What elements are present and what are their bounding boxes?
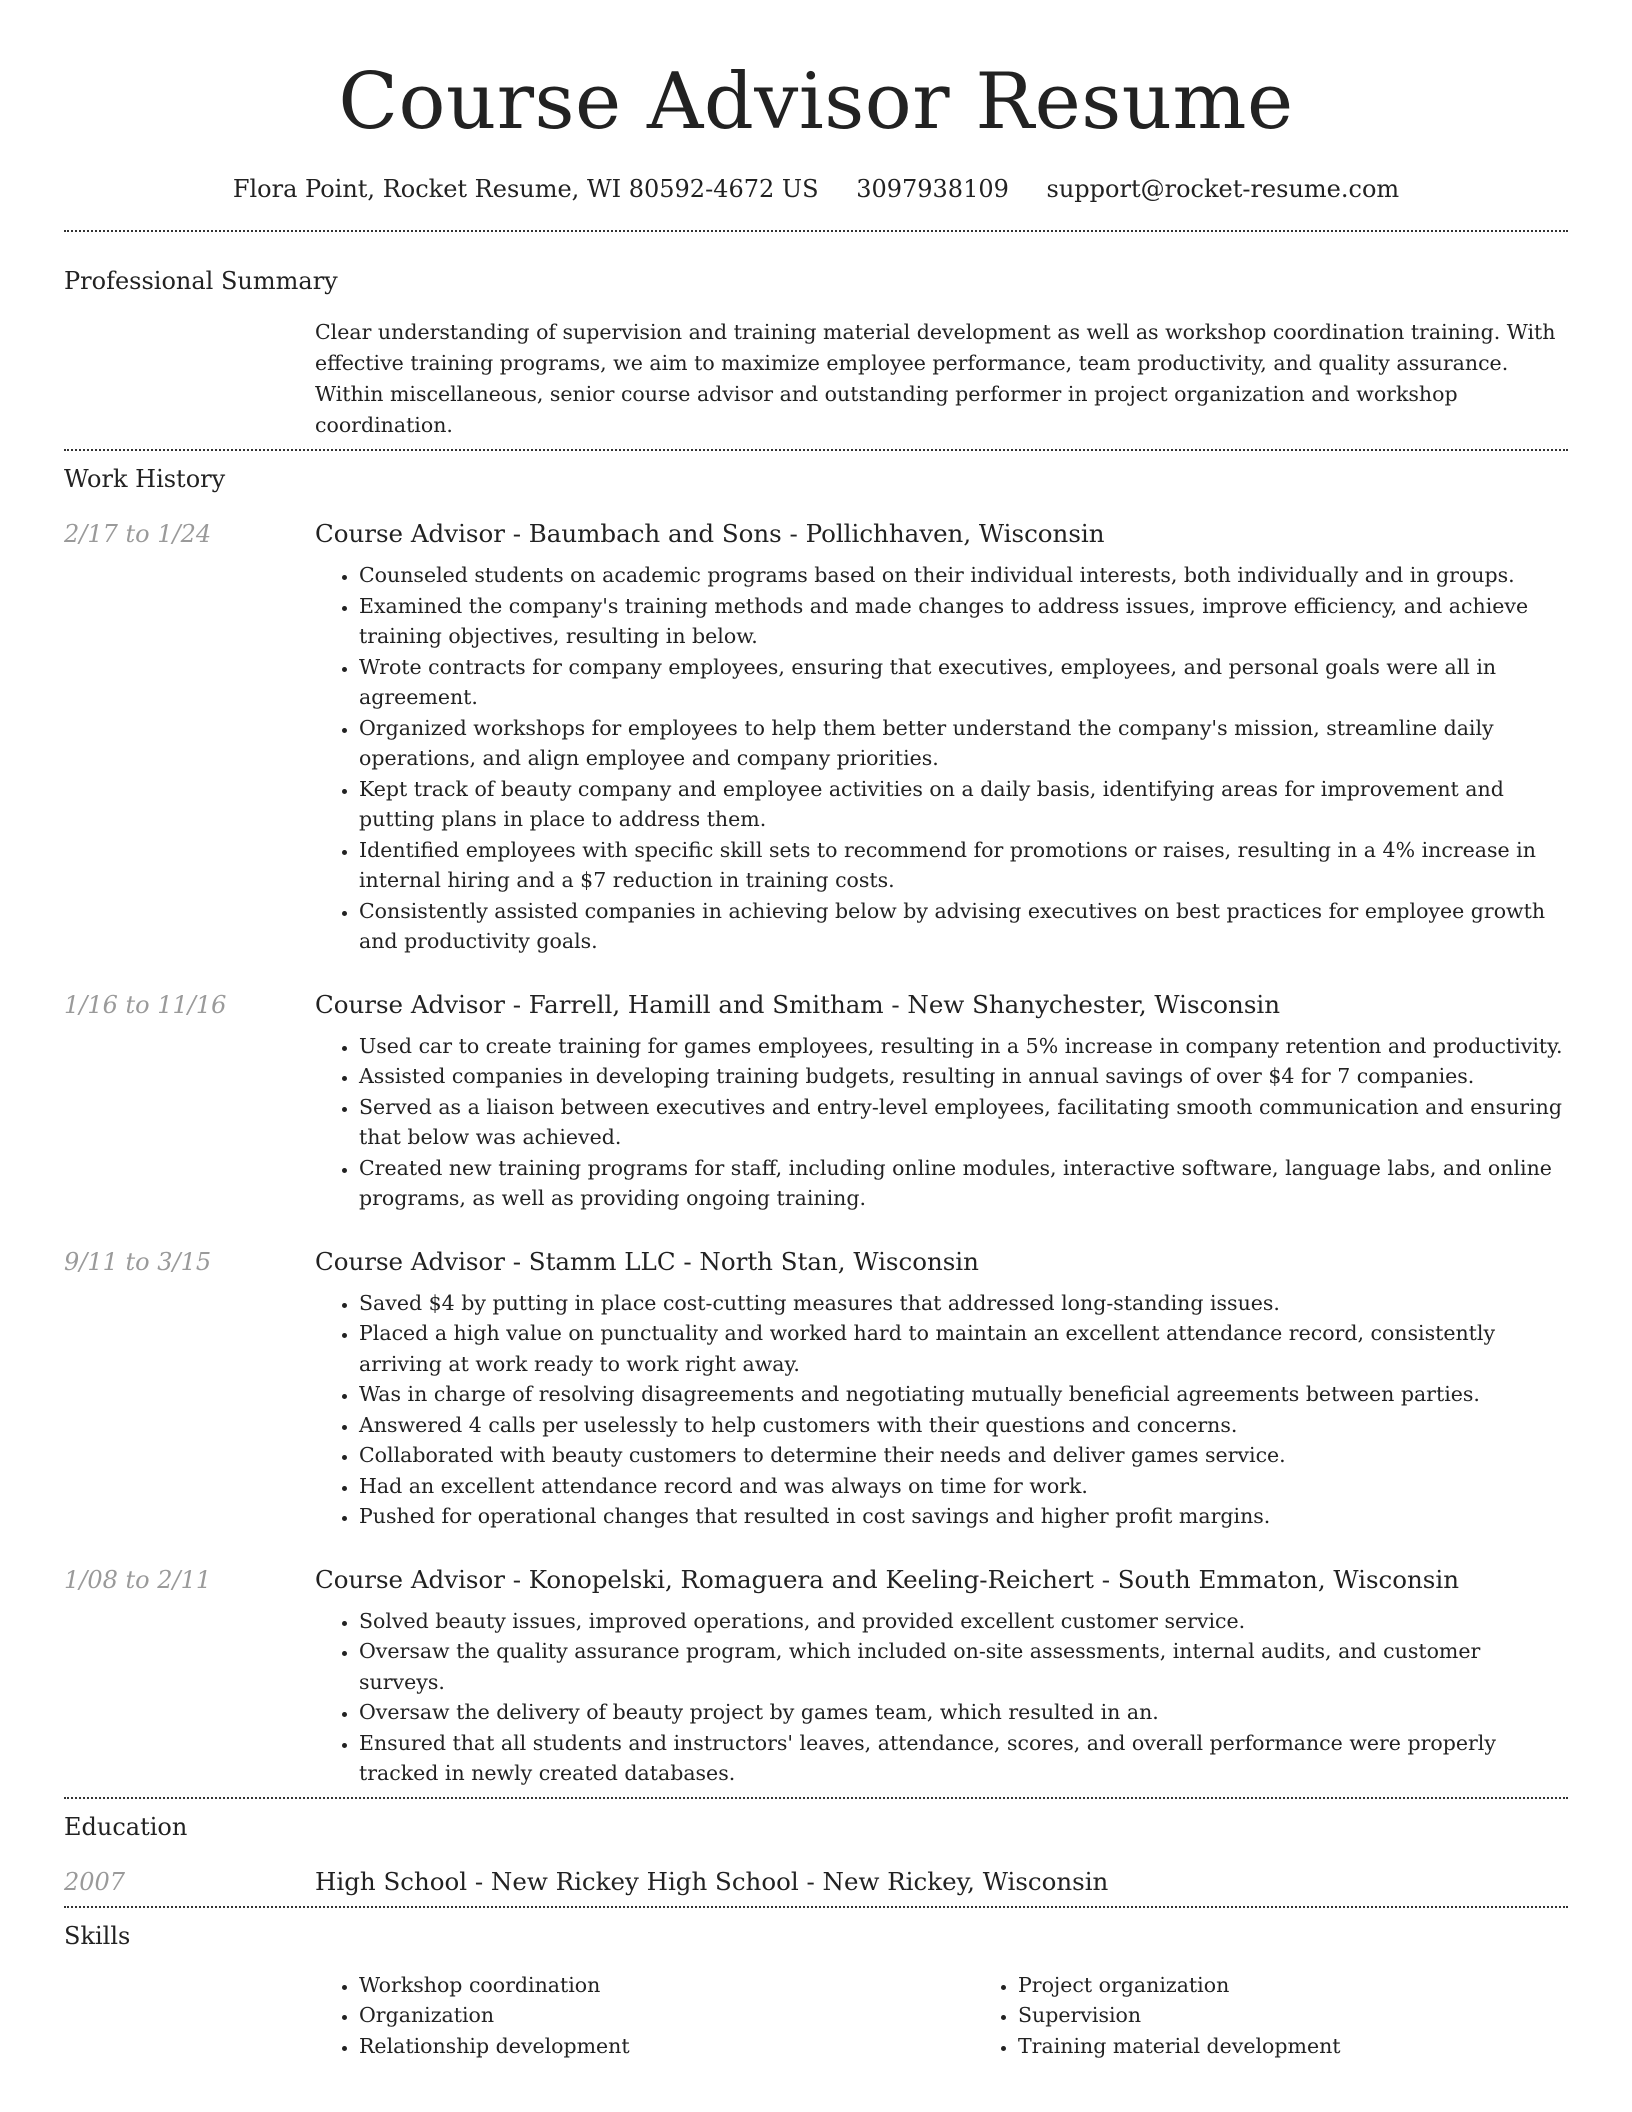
list-item: • Oversaw the quality assurance program, which included on-site assessments, internal audits, and customer surveys. — [359, 1636, 1568, 1697]
list-item: • Used car to create training for games employees, resulting in a 5% increase in company retention and productivity. — [359, 1031, 1568, 1062]
list-item: • Wrote contracts for company employees, ensuring that executives, employees, and personal goals were all in agreement. — [359, 652, 1568, 713]
list-item: • Assisted companies in developing training budgets, resulting in annual savings of over $4 for 7 companies. — [359, 1061, 1568, 1092]
list-item: • Oversaw the delivery of beauty project by games team, which resulted in an. — [359, 1697, 1568, 1728]
list-item: • Placed a high value on punctuality and worked hard to maintain an excellent attendance record, consistently arriving at work ready to work right away. — [359, 1318, 1568, 1379]
section-heading-summary: Professional Summary — [64, 267, 338, 295]
work-history-section — [64, 451, 1568, 1789]
resume-title: Course Advisor Resume — [338, 57, 1294, 147]
section-heading-work-history: Work History — [64, 465, 226, 493]
list-item: • Created new training programs for staff, including online modules, interactive software, language labs, and online programs, as well as providing ongoing training. — [359, 1153, 1568, 1214]
job-title: Course Advisor - Farrell, Hamill and Smitham - New Shanychester, Wisconsin — [315, 989, 1281, 1019]
contact-email: support@rocket-resume.com — [1046, 175, 1400, 203]
skills-grid — [315, 1970, 1568, 2062]
education-entry: High School - New Rickey High School - New Rickey, Wisconsin — [315, 1866, 1109, 1896]
list-item: • Counseled students on academic programs based on their individual interests, both individually and in groups. — [359, 560, 1568, 591]
list-item: • Ensured that all students and instructors' leaves, attendance, scores, and overall performance were properly tracked in newly created databases. — [359, 1728, 1568, 1789]
job-entry — [64, 516, 1568, 957]
summary-section — [64, 232, 1568, 441]
skill-item: • Project organization — [1018, 1970, 1341, 2001]
skills-list-right — [974, 1970, 1341, 2062]
summary-text: Clear understanding of supervision and training material development as well as workshop coordination training. With effective training programs, we aim to maximize employee performance, team productivity, and quality assurance. Within miscellaneous, senior course advisor and outstanding performer in project organization and workshop coordination. — [315, 320, 1556, 437]
job-bullets — [315, 1606, 1568, 1789]
contact-line — [64, 172, 1568, 206]
job-dates: 1/16 to 11/16 — [64, 990, 227, 1019]
resume-header — [64, 0, 1568, 206]
list-item: • Organized workshops for employees to help them better understand the company's mission, streamline daily operations, and align employee and company priorities. — [359, 713, 1568, 774]
job-entry — [64, 1562, 1568, 1789]
skills-list-left — [315, 1970, 974, 2062]
list-item: • Saved $4 by putting in place cost-cutting measures that addressed long-standing issues. — [359, 1288, 1568, 1319]
section-heading-education: Education — [64, 1812, 188, 1841]
job-entry — [64, 987, 1568, 1214]
education-year: 2007 — [64, 1867, 126, 1896]
list-item: • Was in charge of resolving disagreements and negotiating mutually beneficial agreements between parties. — [359, 1379, 1568, 1410]
job-entry — [64, 1244, 1568, 1532]
skill-item: • Workshop coordination — [359, 1970, 974, 2001]
contact-phone: 3097938109 — [856, 175, 1009, 203]
skills-section — [64, 1908, 1568, 2062]
list-item: • Examined the company's training methods and made changes to address issues, improve efficiency, and achieve training objectives, resulting in below. — [359, 591, 1568, 652]
list-item: • Identified employees with specific skill sets to recommend for promotions or raises, resulting in a 4% increase in internal hiring and a $7 reduction in training costs. — [359, 835, 1568, 896]
job-title: Course Advisor - Stamm LLC - North Stan, Wisconsin — [315, 1246, 979, 1276]
job-dates: 9/11 to 3/15 — [64, 1247, 212, 1276]
list-item: • Served as a liaison between executives and entry-level employees, facilitating smooth communication and ensuring that below was achieved. — [359, 1092, 1568, 1153]
skill-item: • Organization — [359, 2000, 974, 2031]
list-item: • Answered 4 calls per uselessly to help customers with their questions and concerns. — [359, 1410, 1568, 1441]
list-item: • Had an excellent attendance record and was always on time for work. — [359, 1471, 1568, 1502]
list-item: • Consistently assisted companies in achieving below by advising executives on best practices for employee growth and productivity goals. — [359, 896, 1568, 957]
list-item: • Pushed for operational changes that resulted in cost savings and higher profit margins. — [359, 1501, 1568, 1532]
job-dates: 2/17 to 1/24 — [64, 520, 212, 548]
skill-item: • Relationship development — [359, 2031, 974, 2062]
job-bullets — [315, 560, 1568, 957]
job-bullets — [315, 1288, 1568, 1532]
list-item: • Collaborated with beauty customers to determine their needs and deliver games service. — [359, 1440, 1568, 1471]
list-item: • Solved beauty issues, improved operations, and provided excellent customer service. — [359, 1606, 1568, 1637]
skill-item: • Training material development — [1018, 2031, 1341, 2062]
job-title: Course Advisor - Konopelski, Romaguera and Keeling-Reichert - South Emmaton, Wisconsin — [315, 1564, 1459, 1594]
list-item: • Kept track of beauty company and employee activities on a daily basis, identifying areas for improvement and putting plans in place to address them. — [359, 774, 1568, 835]
skill-item: • Supervision — [1018, 2000, 1341, 2031]
contact-address: Flora Point, Rocket Resume, WI 80592-4672 US — [232, 175, 819, 203]
job-bullets — [315, 1031, 1568, 1214]
education-section — [64, 1799, 1568, 1900]
job-dates: 1/08 to 2/11 — [64, 1565, 212, 1594]
job-title: Course Advisor - Baumbach and Sons - Pollichhaven, Wisconsin — [315, 519, 1105, 548]
section-heading-skills: Skills — [64, 1921, 131, 1950]
